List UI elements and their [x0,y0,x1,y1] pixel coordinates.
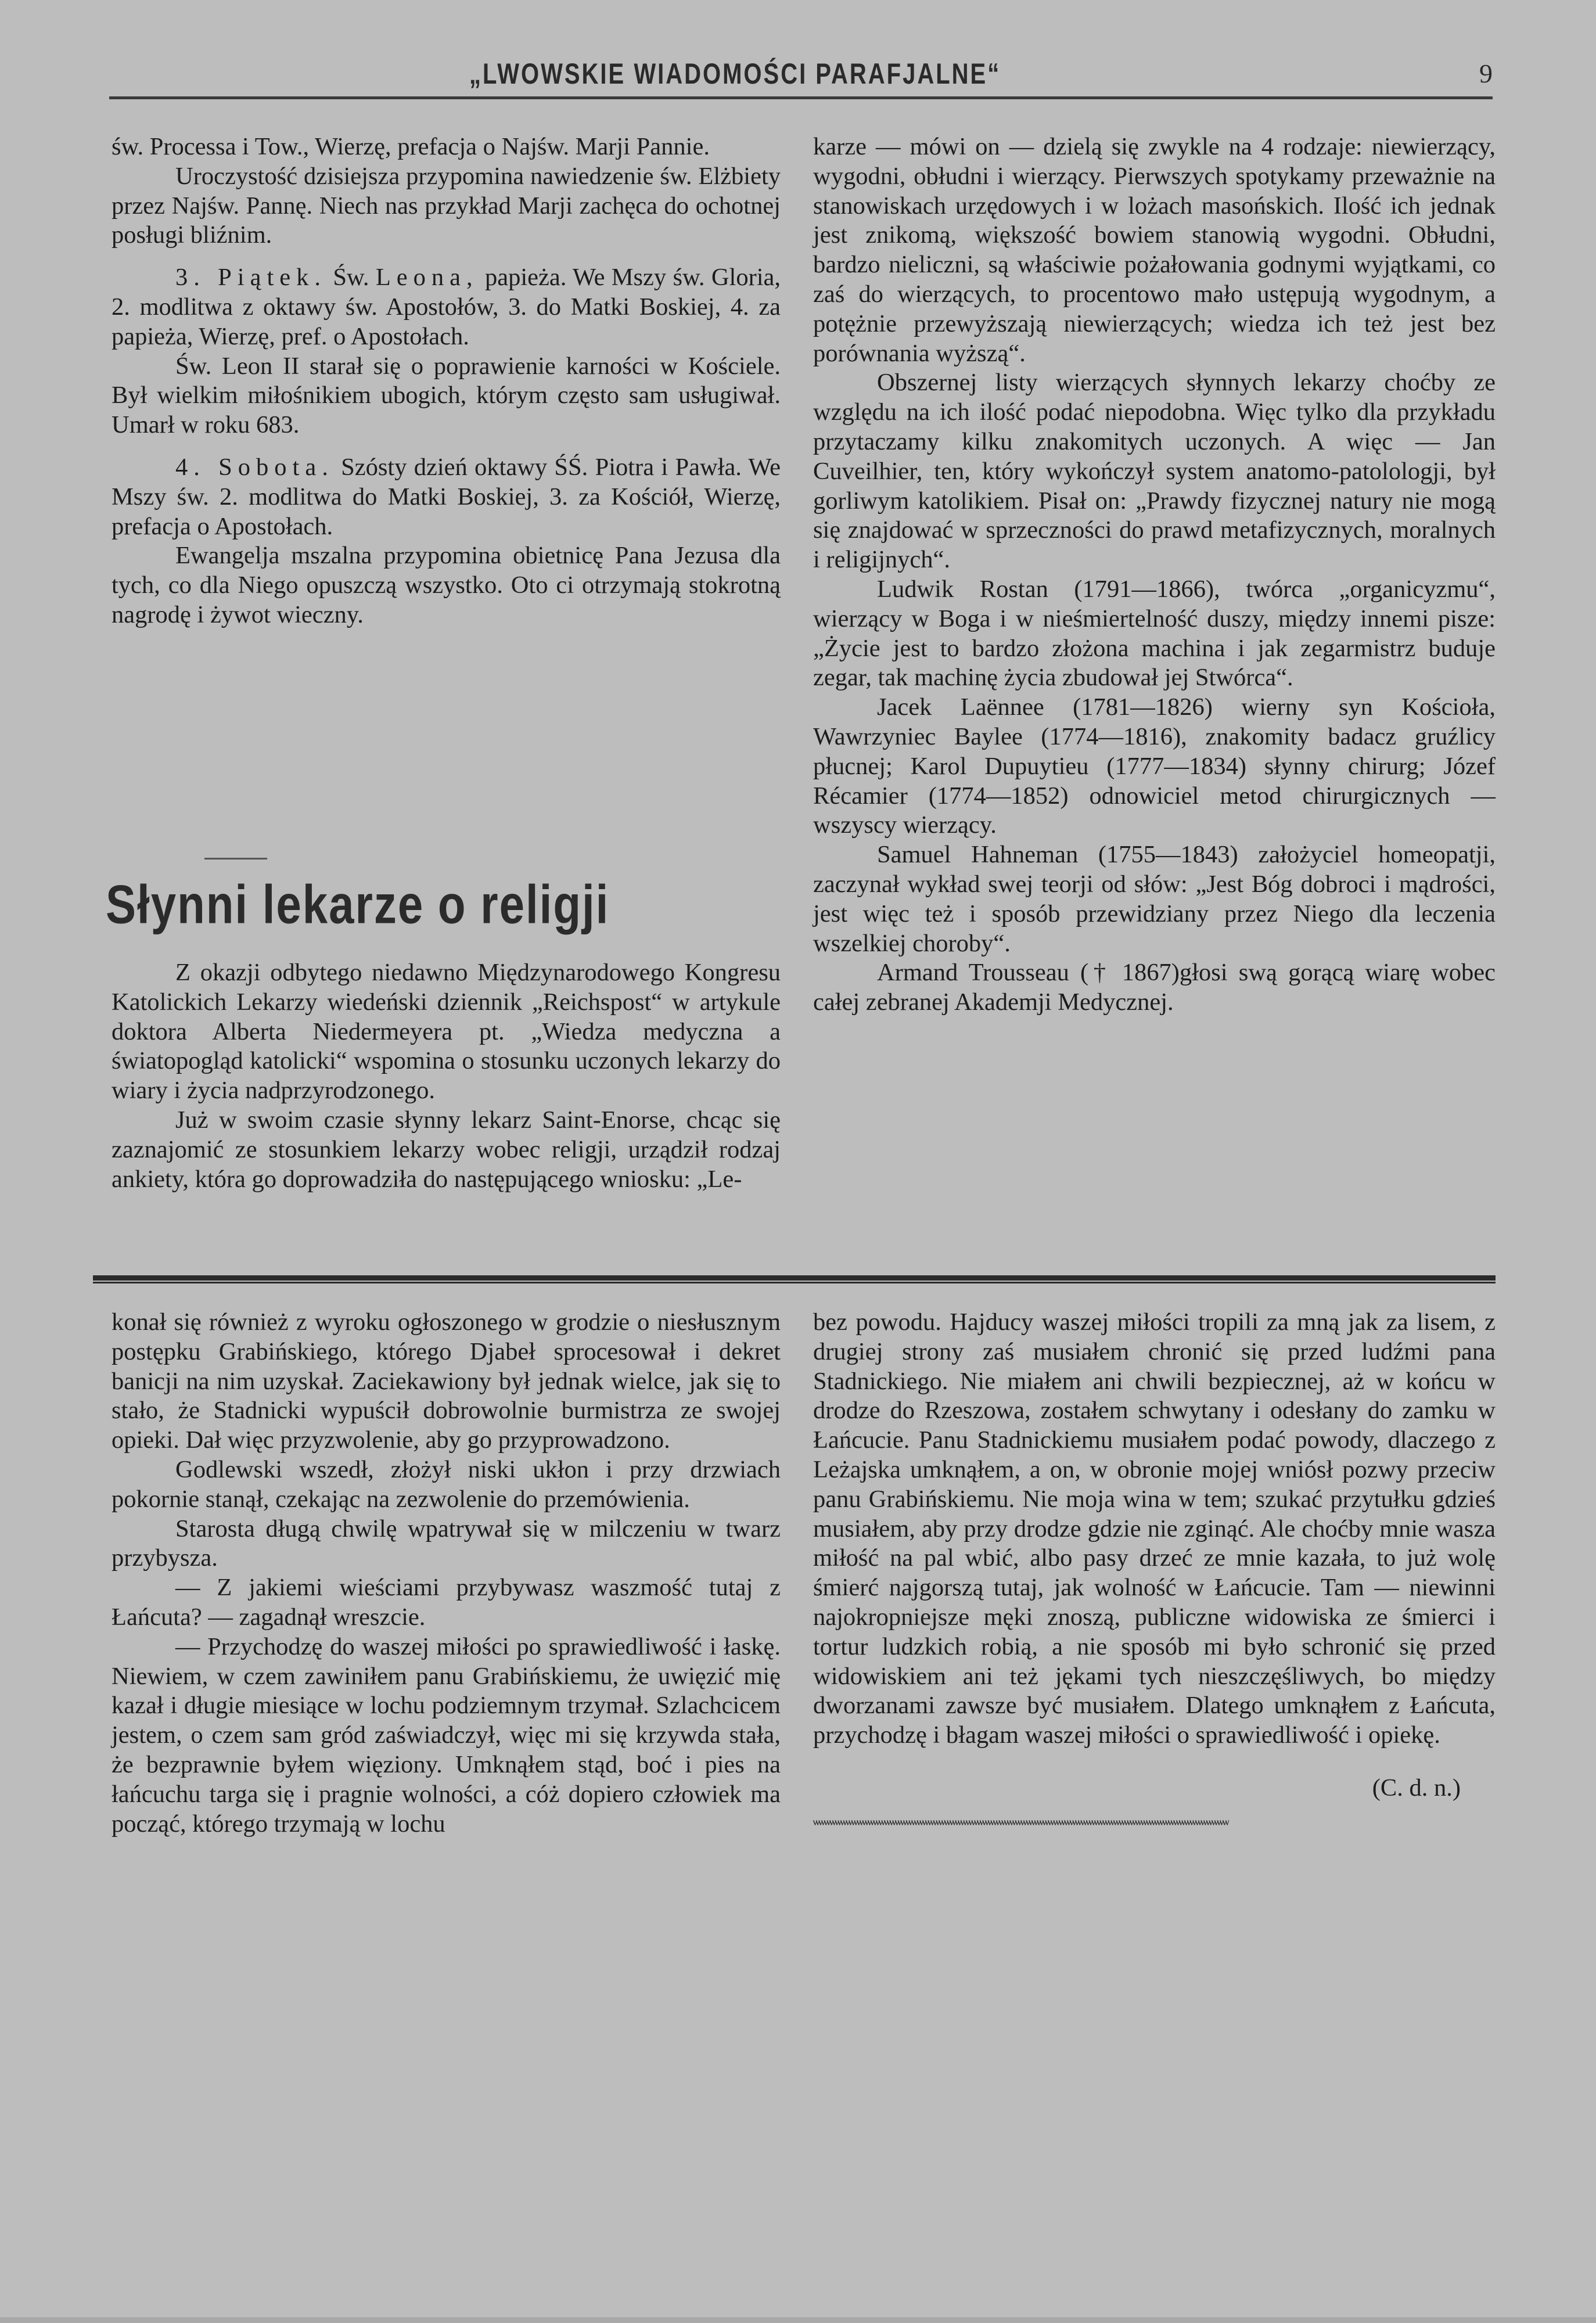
publication-title: „LWOWSKIE WIADOMOŚCI PARAFJALNE“ [469,58,1001,90]
ornamental-rule: ѡѡѡѡѡѡѡѡѡѡѡѡѡѡѡѡѡѡѡѡѡѡѡѡѡѡѡѡѡѡѡѡѡѡѡѡѡѡѡѡѡѡѡѡѡѡѡѡѡѡѡѡѡѡѡѡѡѡѡѡѡѡѡѡѡѡѡѡѡѡѡѡѡѡѡѡ [813,1818,1228,1826]
paragraph-dialogue: — Przychodzę do waszej miłości po sprawiedliwość i łaskę. Niewiem, w czem zawiniłem panu Grabińskiemu, że uwięzić mię kazał i długie miesiące w lochu podziemnym trzymał. Szlachcicem jestem, o czem sam gród zaświadczył, więc mi się krzywda stała, że bezprawnie byłem więziony. Umknąłem stąd, boć i pies na łańcuchu targa się i pragnie wolności, a cóż dopiero człowiek ma począć, którego trzymają w lochu [112,1632,781,1837]
column-top-left [112,132,781,630]
paragraph: Samuel Hahneman (1755—1843) założyciel homeopatji, zaczynał wykład swej teorji od słów: „Jest Bóg dobroci i mądrości, jest więc też i sposób przewidziany przez Niego dla leczenia wszelkiej choroby“. [813,841,1496,957]
paragraph: karze — mówi on — dzielą się zwykle na 4 rodzaje: niewierzący, wygodni, obłudni i wierzący. Pierwszych spotykamy przeważnie na stanowiskach urzędowych i w lożach masońskich. Ilość ich jednak jest znikomą, większość bowiem stanowią wygodni. Obłudni, bardzo nieliczni, są właściwie pożałowania godnymi wyjątkami, co zaś do wierzących, to procentowo mało ustępują wygodnym, a potężnie przewyższają niewierzących; wiedza ich też jest bez porównania wyższą“. [813,133,1496,367]
paragraph: Armand Trousseau († 1867)głosi swą gorącą wiarę wobec całej zebranej Akademji Medycznej. [813,959,1496,1016]
paragraph: Św. Leon II starał się o poprawienie karności w Kościele. Był wielkim miłośnikiem ubogich, którym często sam usługiwał. Umarł w roku 683. [112,352,781,439]
paragraph: bez powodu. Hajducy waszej miłości tropili za mną jak za lisem, z drugiej strony zaś musiałem chronić się przed ludźmi pana Stadnickiego. Nie miałem ani chwili bezpiecznej, aż w końcu w drodze do Rzeszowa, zostałem schwytany i odesłany do zamku w Łańcucie. Panu Stadnickiemu musiałem podać powody, dlaczego z Leżajska umknąłem, a on, w obronie mojej wniósł pozwy przeciw panu Grabińskiemu. Nie moja wina w tem; szukać przytułku gdzieś musiałem, aby przy drodze gdzie nie zginąć. Ale choćby mnie wasza miłość na pal wbić, albo pasy drzeć ze mnie kazała, to już wolę śmierć najgorszą tutaj, jak wolność w Łańcucie. Tam — niewinni najokropniejsze męki znoszą, publiczne widowiska ze śmierci i tortur ludzkich robią, a nie sposób mi było schronić się przed widowiskiem ani też jękami tych nieszczęśliwych, bo między dworzanami zawsze być musiałem. Dlatego umknąłem z Łańcuta, przychodzę i błagam waszej miłości o sprawiedliwość i opiekę. [813,1308,1496,1749]
paragraph: Z okazji odbytego niedawno Międzynarodowego Kongresu Katolickich Lekarzy wiedeński dziennik „Reichspost“ w artykule doktora Alberta Niedermeyera pt. „Wiedza medyczna a światopogląd katolicki“ wspomina o stosunku uczonych lekarzy do wiary i życia nadprzyrodzonego. [112,959,781,1105]
article-title: Słynni lekarze o religji [106,873,610,935]
header-rule [109,96,1493,99]
paragraph: św. Processa i Tow., Wierzę, prefacja o Najśw. Marji Pannie. [112,133,710,160]
paragraph: Ludwik Rostan (1791—1866), twórca „organicyzmu“, wierzący w Boga i w nieśmiertelność duszy, między innemi pisze: „Życie jest to bardzo złożona machina i jak zegarmistrz buduje zegar, tak machinę życia zbudował jej Stwórca“. [813,575,1496,692]
paragraph: Jacek Laënnee (1781—1826) wierny syn Kościoła, Wawrzyniec Baylee (1774—1816), znakomity badacz gruźlicy płucnej; Karol Dupuytieu (1777—1834) słynny chirurg; Józef Récamier (1774—1852) odnowiciel metod chirurgicznych — wszyscy wierzący. [813,693,1496,839]
day-label: 3. Piątek. [175,264,327,292]
paragraph: Uroczystość dzisiejsza przypomina nawiedzenie św. Elżbiety przez Najśw. Pannę. Niech nas przykład Marji zachęca do ochotnej posługi bliźnim. [112,162,781,249]
paragraph: Godlewski wszedł, złożył niski ukłon i przy drzwiach pokornie stanął, czekając na zezwolenie do przemówienia. [112,1455,781,1513]
column-top-right [813,132,1496,1017]
column-bottom-right [813,1308,1496,1826]
paragraph: Ewangelja mszalna przypomina obietnicę Pana Jezusa dla tych, co dla Niego opuszczą wszystko. Oto ci otrzymają stokrotną nagrodę i żywot wieczny. [112,542,781,628]
column-bottom-left [112,1308,781,1839]
paragraph: Już w swoim czasie słynny lekarz Saint-Enorse, chcąc się zaznajomić ze stosunkiem lekarzy wobec religji, urządził rodzaj ankiety, która go doprowadziła do następującego wniosku: „Le- [112,1106,781,1193]
paragraph-day-entry: 3. Piątek. Św. Leona, papieża. We Mszy św. Gloria, 2. modlitwa z oktawy św. Apostołów, 3. do Matki Boskiej, 4. za papieża, Wierzę, pref. o Apostołach. [112,264,781,350]
page-bottom-edge [0,2317,1596,2323]
section-divider-short [204,858,267,860]
paragraph: Obszernej listy wierzących słynnych lekarzy choćby ze względu na ich ilość podać niepodobna. Więc tylko dla przykładu przytaczamy kilku znakomitych uczonych. A więc — Jan Cuveilhier, ten, który wykończył system anatomo-patolologji, był gorliwym katolikiem. Pisał on: „Prawdy fizycznej natury nie mogą się znajdować w sprzeczności do prawd metafizycznych, moralnych i religijnych“. [813,369,1496,574]
paragraph-dialogue: — Z jakiemi wieściami przybywasz waszmość tutaj z Łańcuta? — zagadnął wreszcie. [112,1574,781,1631]
column-top-left-article [112,958,781,1194]
section-rule-double [93,1275,1496,1283]
page-number: 9 [1479,59,1493,88]
day-label: 4. Sobota. [175,453,334,481]
paragraph-day-entry: 4. Sobota. Szósty dzień oktawy ŚŚ. Piotra i Pawła. We Mszy św. 2. modlitwa do Matki Boskiej, 3. za Kościół, Wierzę, prefacja o Apostołach. [112,453,781,540]
paragraph: konał się również z wyroku ogłoszonego w grodzie o niesłusznym postępku Grabińskiego, którego Djabeł sprocesował i dekret banicji na nim uzyskał. Zaciekawiony był jednak wielce, jak się to stało, że Stadnicki wypuścił dobrowolnie burmistrza ze swojej opieki. Dał więc przyzwolenie, aby go przyprowadzono. [112,1308,781,1454]
saint-name: Leona, [375,264,479,292]
paragraph: Starosta długą chwilę wpatrywał się w milczeniu w twarz przybysza. [112,1515,781,1572]
running-header [109,58,1493,93]
continued-note: (C. d. n.) [1372,1774,1461,1801]
